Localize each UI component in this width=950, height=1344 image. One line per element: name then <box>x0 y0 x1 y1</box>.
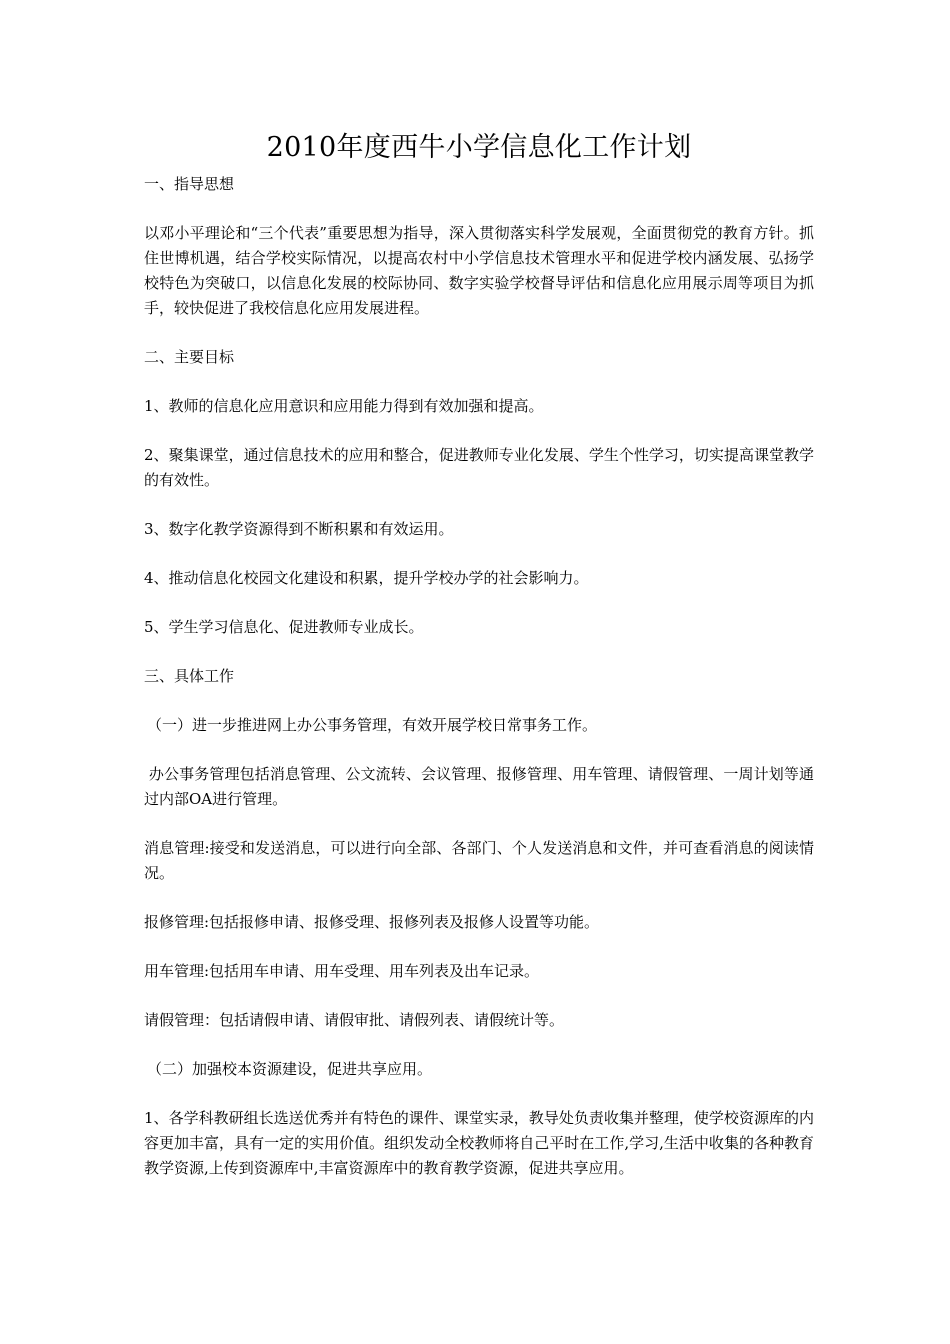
document-body <box>144 128 814 1205</box>
paragraph-office-management: 办公事务管理包括消息管理、公文流转、会议管理、报修管理、用车管理、请假管理、一周计划等通过内部OA进行管理。 <box>144 765 814 808</box>
goal-item-2: 2、聚集课堂，通过信息技术的应用和整合，促进教师专业化发展、学生个性学习，切实提高课堂教学的有效性。 <box>144 446 814 489</box>
goal-item-5: 5、学生学习信息化、促进教师专业成长。 <box>144 618 424 636</box>
subsection-heading-office-management: （一）进一步推进网上办公事务管理，有效开展学校日常事务工作。 <box>147 716 598 734</box>
paragraph-leave-management: 请假管理：包括请假申请、请假审批、请假列表、请假统计等。 <box>144 1011 565 1029</box>
paragraph-repair-management: 报修管理:包括报修申请、报修受理、报修列表及报修人设置等功能。 <box>144 913 600 931</box>
paragraph-vehicle-management: 用车管理:包括用车申请、用车受理、用车列表及出车记录。 <box>144 962 540 980</box>
document-title: 2010年度西牛小学信息化工作计划 <box>266 132 692 163</box>
paragraph-resource-building-1: 1、各学科教研组长选送优秀并有特色的课件、课堂实录，教导处负责收集并整理，使学校资源库的内容更加丰富，具有一定的实用价值。组织发动全校教师将自己平时在工作,学习,生活中收集的各种教育教学资源,上传到资源库中,丰富资源库中的教育教学资源，促进共享应用。 <box>144 1109 814 1177</box>
goal-item-1: 1、教师的信息化应用意识和应用能力得到有效加强和提高。 <box>144 397 544 415</box>
goal-item-4: 4、推动信息化校园文化建设和积累，提升学校办学的社会影响力。 <box>144 569 589 587</box>
section-heading-specific-work: 三、具体工作 <box>144 667 235 685</box>
paragraph-guiding-ideology: 以邓小平理论和“三个代表”重要思想为指导，深入贯彻落实科学发展观，全面贯彻党的教育方针。抓住世博机遇，结合学校实际情况，以提高农村中小学信息技术管理水平和促进学校内涵发展、弘扬学校特色为突破口，以信息化发展的校际协同、数字实验学校督导评估和信息化应用展示周等项目为抓手，较快促进了我校信息化应用发展进程。 <box>144 224 814 317</box>
section-heading-guiding-ideology: 一、指导思想 <box>144 175 235 193</box>
goal-item-3: 3、数字化教学资源得到不断积累和有效运用。 <box>144 520 454 538</box>
section-heading-main-goals: 二、主要目标 <box>144 348 235 366</box>
subsection-heading-resource-building: （二）加强校本资源建设，促进共享应用。 <box>147 1060 433 1078</box>
paragraph-message-management: 消息管理:接受和发送消息，可以进行向全部、各部门、个人发送消息和文件，并可查看消息的阅读情况。 <box>144 839 814 882</box>
